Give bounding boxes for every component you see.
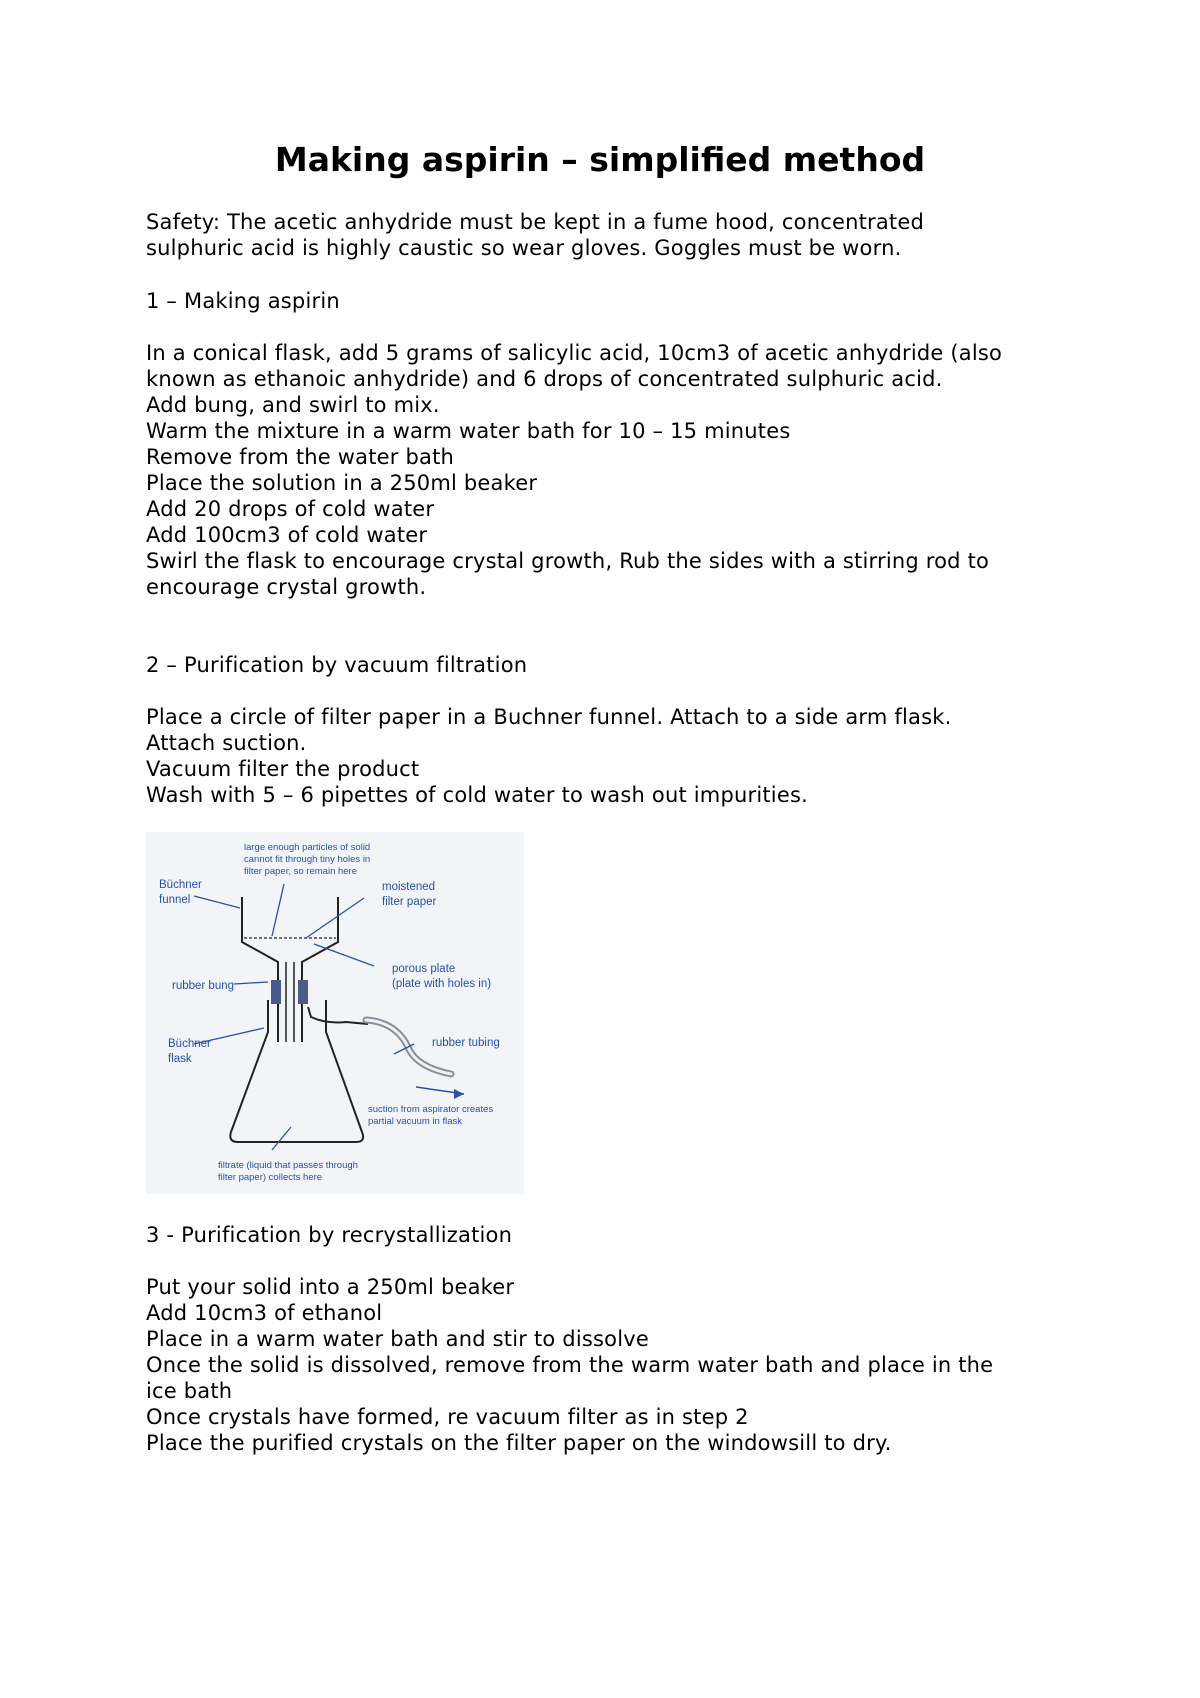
step-line: Attach suction. <box>146 731 307 755</box>
step-line: Place the solution in a 250ml beaker <box>146 471 538 495</box>
section-heading-text: 3 - Purification by recrystallization <box>146 1223 513 1247</box>
section-heading-3 <box>146 1222 1066 1248</box>
top-note-line: cannot fit through tiny holes in <box>244 854 371 865</box>
step-line: Place the purified crystals on the filter paper on the windowsill to dry. <box>146 1431 892 1455</box>
step-line: known as ethanoic anhydride) and 6 drops of concentrated sulphuric acid. <box>146 367 943 391</box>
section-heading-2 <box>146 652 1066 678</box>
section-2-steps <box>146 704 1066 808</box>
step-line: Remove from the water bath <box>146 445 455 469</box>
step-line: Warm the mixture in a warm water bath for 10 – 15 minutes <box>146 419 791 443</box>
section-heading-text: 2 – Purification by vacuum filtration <box>146 653 528 677</box>
svg-text:filter paper) collects here: filter paper) collects here <box>218 1172 323 1183</box>
step-line: Add 20 drops of cold water <box>146 497 435 521</box>
rubber-bung-left <box>271 980 281 1004</box>
svg-text:filter paper: filter paper <box>382 896 437 908</box>
step-line: Swirl the flask to encourage crystal growth, Rub the sides with a stirring rod to <box>146 549 990 573</box>
top-note-line: large enough particles of solid <box>244 842 371 853</box>
step-line: Once the solid is dissolved, remove from the warm water bath and place in the <box>146 1353 994 1377</box>
section-3-steps <box>146 1274 1066 1456</box>
page-title: Making aspirin – simplified method <box>274 140 926 179</box>
section-heading-1 <box>146 288 1066 314</box>
step-line: Add 100cm3 of cold water <box>146 523 428 547</box>
svg-text:funnel: funnel <box>159 894 191 906</box>
vacuum-filtration-diagram <box>146 832 524 1194</box>
step-line: encourage crystal growth. <box>146 575 427 599</box>
step-line: Add 10cm3 of ethanol <box>146 1301 383 1325</box>
step-line: ice bath <box>146 1379 233 1403</box>
svg-text:partial vacuum in flask: partial vacuum in flask <box>368 1116 462 1127</box>
label-porous-plate: porous plate <box>392 963 456 975</box>
label-moistened-filter-paper: moistened <box>382 881 436 893</box>
step-line: Place a circle of filter paper in a Buchner funnel. Attach to a side arm flask. <box>146 705 952 729</box>
section-1-steps <box>146 340 1066 600</box>
safety-paragraph <box>146 209 1066 261</box>
step-line: Add bung, and swirl to mix. <box>146 393 440 417</box>
svg-text:flask: flask <box>168 1053 192 1065</box>
step-line: In a conical flask, add 5 grams of salicylic acid, 10cm3 of acetic anhydride (also <box>146 341 1003 365</box>
top-note-line: filter paper, so remain here <box>244 866 358 877</box>
label-buchner-funnel: Büchner <box>159 879 202 891</box>
step-line: Once crystals have formed, re vacuum filter as in step 2 <box>146 1405 749 1429</box>
svg-text:(plate with holes in): (plate with holes in) <box>392 978 492 990</box>
step-line: Put your solid into a 250ml beaker <box>146 1275 515 1299</box>
buchner-flask-shape <box>230 1000 368 1142</box>
rubber-bung-right <box>298 980 308 1004</box>
safety-line: sulphuric acid is highly caustic so wear gloves. Goggles must be worn. <box>146 236 902 260</box>
label-rubber-bung: rubber bung <box>172 980 235 992</box>
label-suction: suction from aspirator creates <box>368 1104 494 1115</box>
step-line: Vacuum filter the product <box>146 757 420 781</box>
label-buchner-flask: Büchner <box>168 1038 211 1050</box>
safety-line: Safety: The acetic anhydride must be kept in a fume hood, concentrated <box>146 210 925 234</box>
label-rubber-tubing: rubber tubing <box>432 1037 500 1049</box>
label-filtrate: filtrate (liquid that passes through <box>218 1160 358 1171</box>
step-line: Wash with 5 – 6 pipettes of cold water to wash out impurities. <box>146 783 808 807</box>
section-heading-text: 1 – Making aspirin <box>146 289 340 313</box>
step-line: Place in a warm water bath and stir to dissolve <box>146 1327 649 1351</box>
